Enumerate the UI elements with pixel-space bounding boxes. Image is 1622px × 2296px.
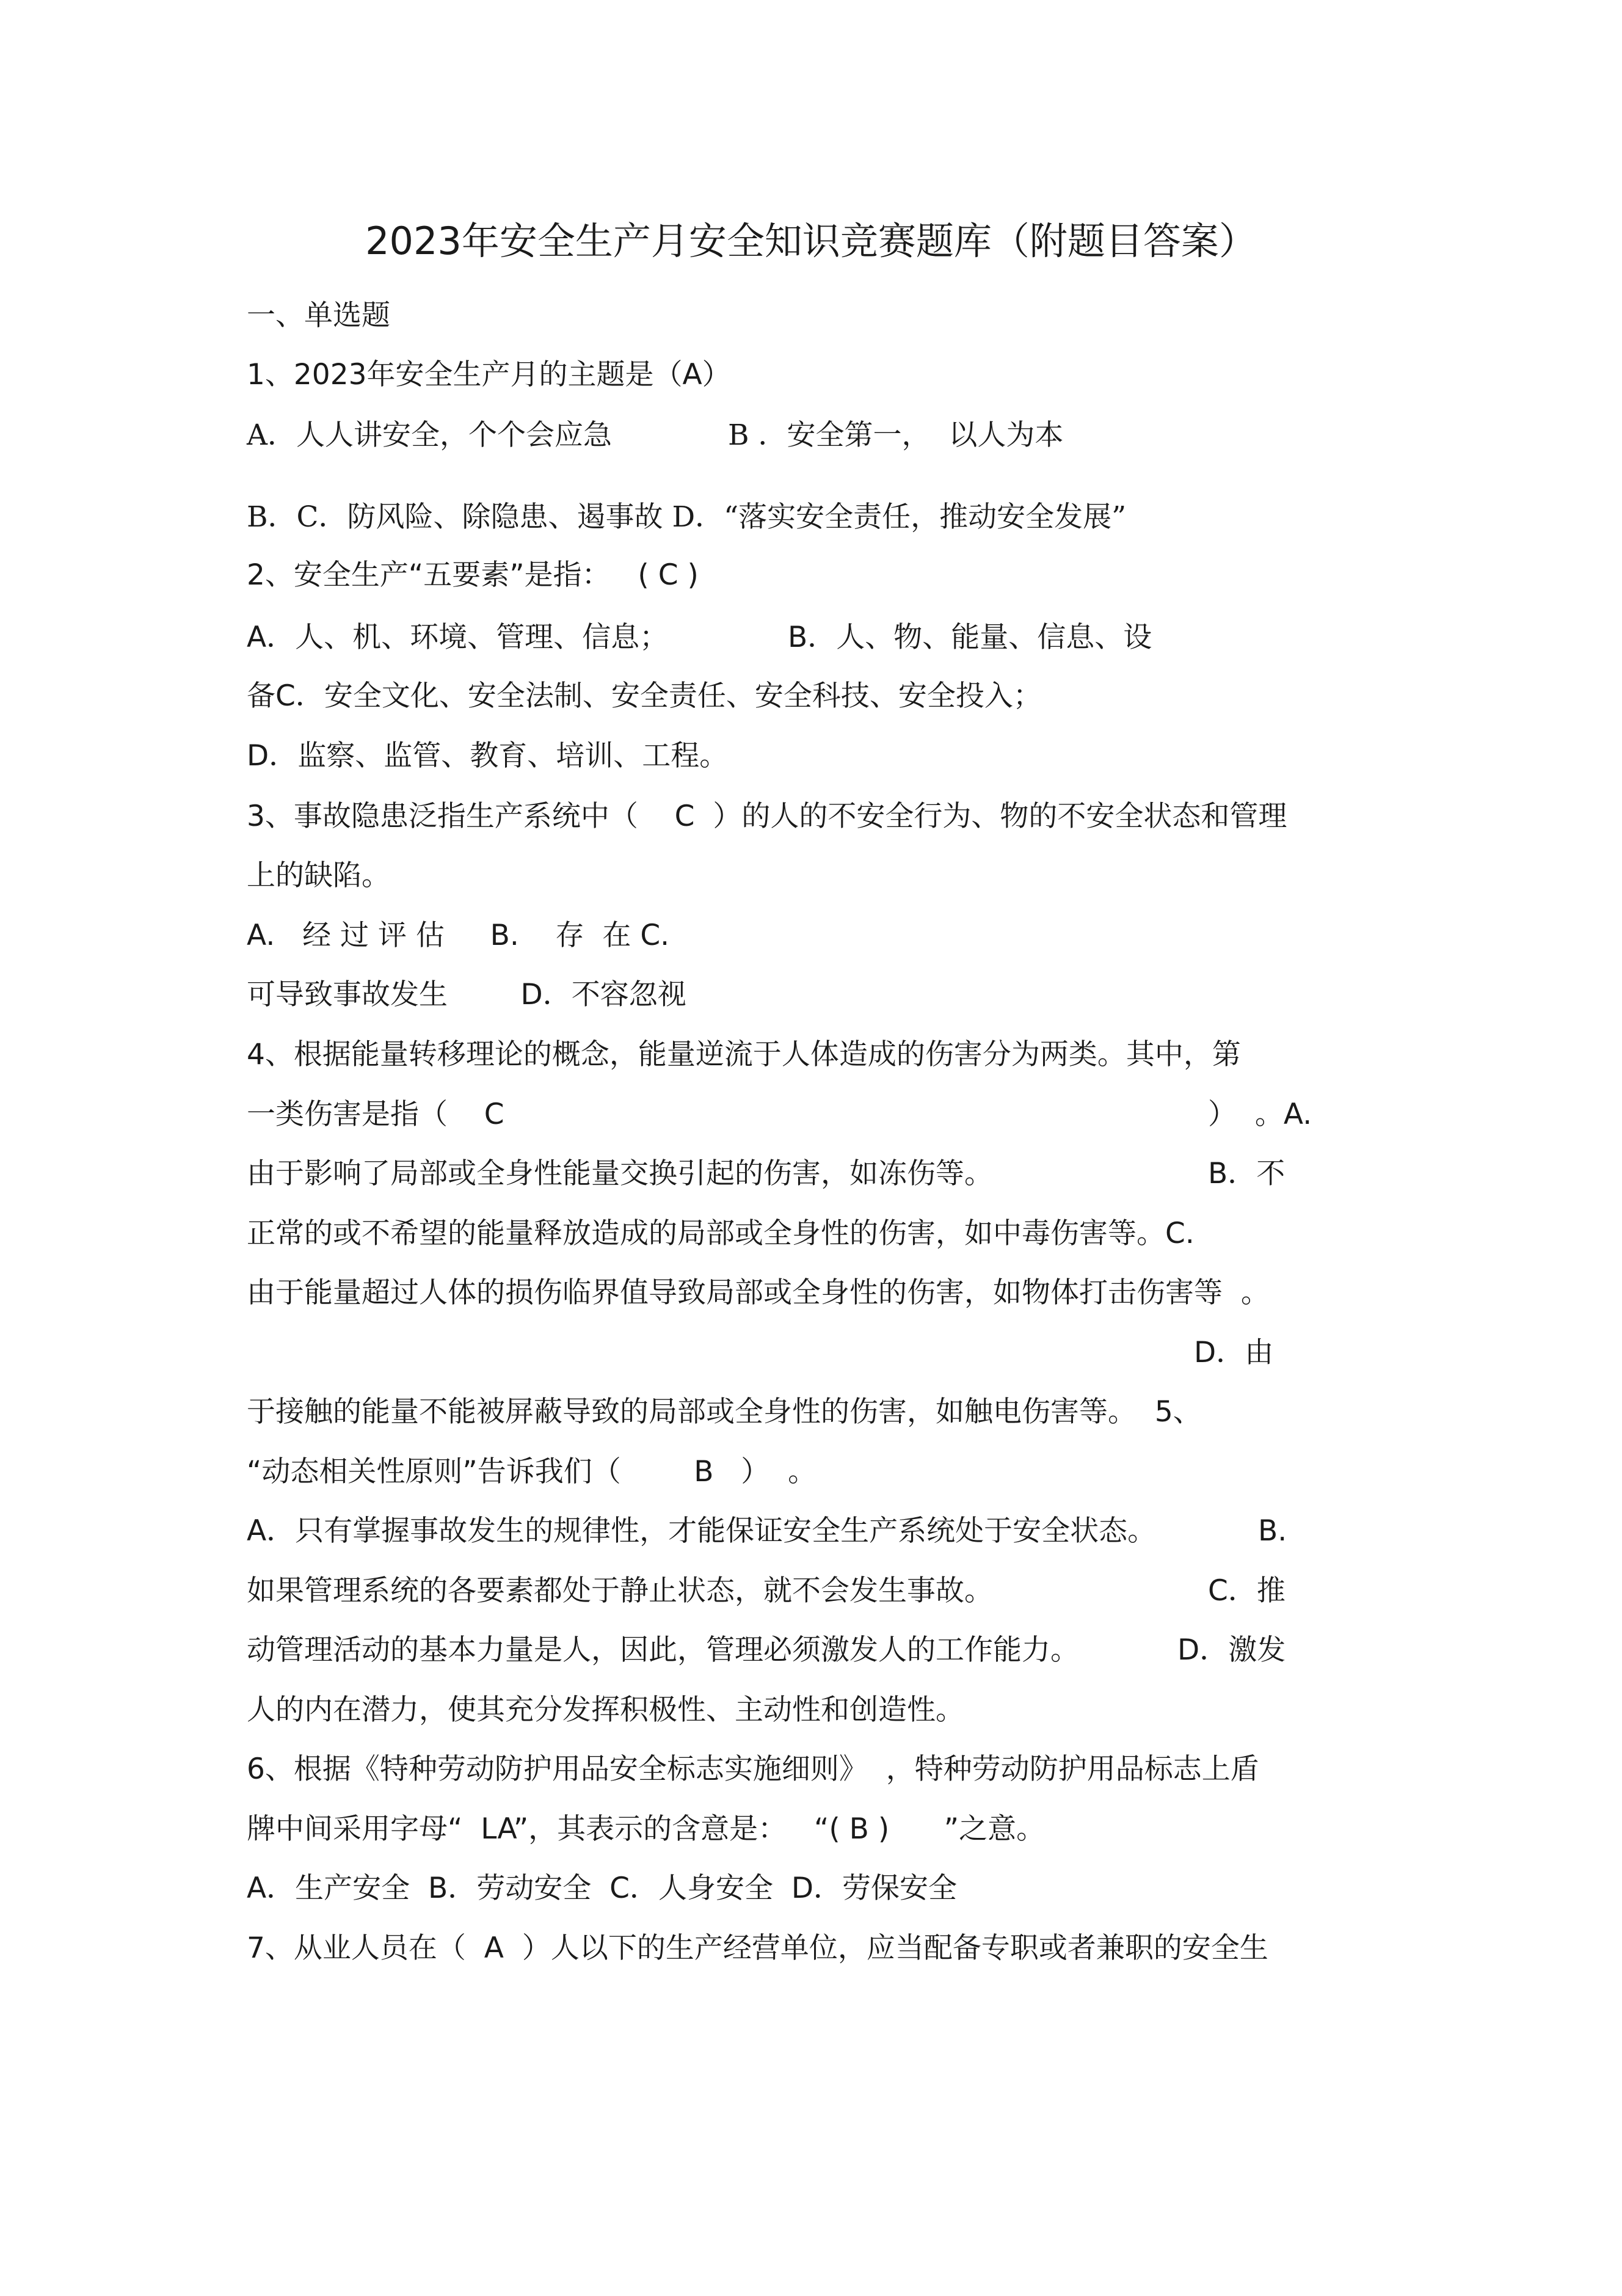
question-1-stem: 1、2023年安全生产月的主题是（A） (247, 358, 731, 392)
question-4-stem-line-2-end: ） 。A. (1208, 1098, 1312, 1131)
question-5-option-d: 人的内在潜力，使其充分发挥积极性、主动性和创造性。 (247, 1693, 964, 1727)
question-5-option-c-start: C．推 (1208, 1574, 1286, 1608)
question-4-stem-line-1: 4、根据能量转移理论的概念，能量逆流于人体造成的伤害分为两类。其中，第 (247, 1038, 1241, 1071)
question-1-option-a: A．人人讲安全，个个会应急 (247, 418, 612, 452)
question-4-stem-line-2: 一类伤害是指（ C (247, 1098, 504, 1131)
question-2-stem: 2、安全生产“五要素”是指： ( C ) (247, 558, 699, 592)
question-2-option-d: D．监察、监管、教育、培训、工程。 (247, 739, 729, 773)
question-3-stem-line-2: 上的缺陷。 (247, 859, 390, 892)
question-2-option-a: A．人、机、环境、管理、信息； (247, 621, 669, 654)
question-6-stem-line-2: 牌中间采用字母“ LA”，其表示的含意是： “( B ) ”之意。 (247, 1812, 1046, 1846)
question-2-option-b: B．人、物、能量、信息、设 (788, 621, 1152, 654)
section-heading: 一、单选题 (247, 299, 390, 332)
question-1-options-c-d: B．C．防风险、除隐患、遏事故 D．“落实安全责任，推动安全发展” (247, 500, 1127, 534)
question-4-option-a: 由于影响了局部或全身性能量交换引起的伤害，如冻伤等。 (247, 1157, 993, 1190)
question-4-option-c: 由于能量超过人体的损伤临界值导致局部或全身性的伤害，如物体打击伤害等 。 (247, 1276, 1270, 1310)
question-4-option-d-start: D．由 (1194, 1336, 1274, 1369)
question-3-options-c-d: 可导致事故发生 D．不容忽视 (247, 978, 686, 1011)
question-5-option-d-start: D．激发 (1177, 1633, 1286, 1667)
question-1-option-b: B ．安全第一， 以人为本 (728, 418, 1064, 452)
question-4-option-d: 于接触的能量不能被屏蔽导致的局部或全身性的伤害，如触电伤害等。 5、 (247, 1395, 1202, 1429)
question-4-option-b-start: B．不 (1208, 1157, 1286, 1190)
question-2-option-c: 备C．安全文化、安全法制、安全责任、安全科技、安全投入； (247, 679, 1042, 713)
document-title: 2023年安全生产月安全知识竞赛题库（附题目答案） (365, 219, 1257, 263)
question-6-stem-line-1: 6、根据《特种劳动防护用品安全标志实施细则》 ，特种劳动防护用品标志上盾 (247, 1752, 1259, 1786)
question-5-stem: “动态相关性原则”告诉我们（ B ） 。 (247, 1455, 817, 1489)
question-5-option-a: A．只有掌握事故发生的规律性，才能保证安全生产系统处于安全状态。 (247, 1514, 1157, 1548)
question-5-option-b-start: B. (1258, 1514, 1287, 1548)
question-3-stem-line-1: 3、事故隐患泛指生产系统中（ C ）的人的不安全行为、物的不安全状态和管理 (247, 800, 1287, 833)
question-6-options: A．生产安全 B．劳动安全 C．人身安全 D．劳保安全 (247, 1871, 958, 1905)
question-3-options-a-b: A. 经 过 评 估 B. 存 在 C. (247, 919, 670, 952)
question-5-option-b: 如果管理系统的各要素都处于静止状态，就不会发生事故。 (247, 1574, 993, 1608)
question-7-stem: 7、从业人员在（ A ）人以下的生产经营单位，应当配备专职或者兼职的安全生 (247, 1931, 1268, 1965)
question-5-option-c: 动管理活动的基本力量是人，因此，管理必须激发人的工作能力。 (247, 1633, 1079, 1667)
question-4-option-b: 正常的或不希望的能量释放造成的局部或全身性的伤害，如中毒伤害等。C. (247, 1217, 1195, 1250)
